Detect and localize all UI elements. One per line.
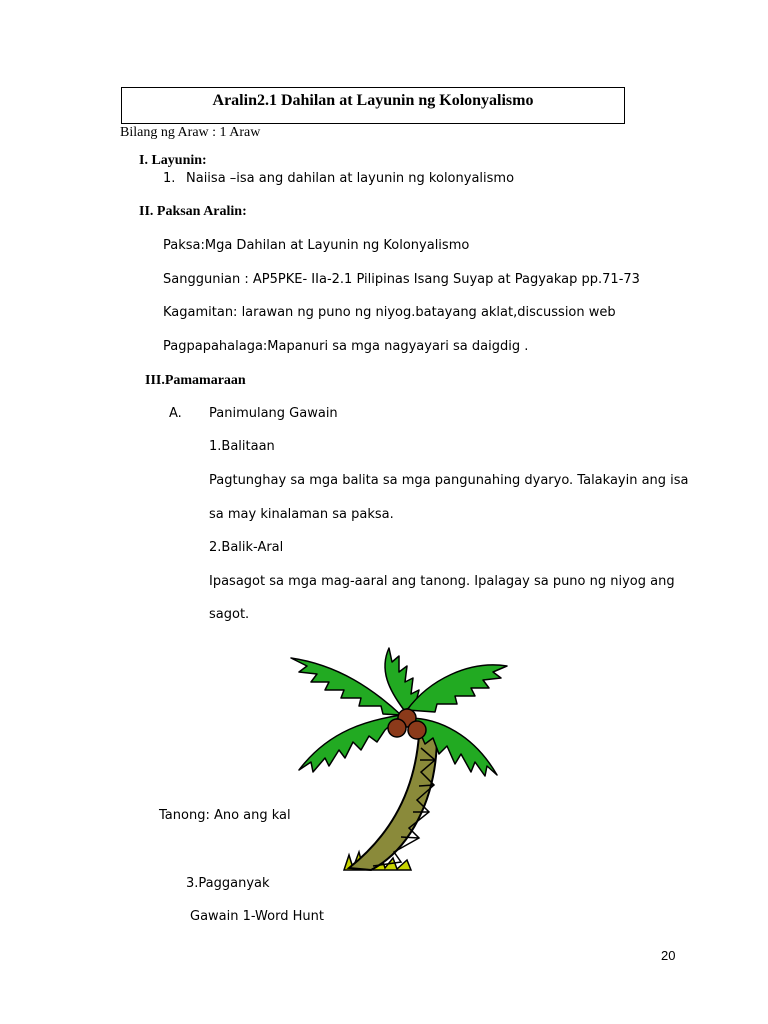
sanggunian-line: Sanggunian : AP5PKE- IIa-2.1 Pilipinas Isang Suyap at Pagyakap pp.71-73 [163,272,640,287]
pagganyak-heading: 3.Pagganyak [186,876,270,891]
layunin-item-number: 1. [163,171,176,186]
balitaan-text-1: Pagtunghay sa mga balita sa mga pangunahing dyaryo. Talakayin ang isa [209,473,689,488]
tanong-line: Tanong: Ano ang kal [159,808,291,823]
coconut-tree-illustration [289,640,509,875]
layunin-item-text: Naiisa –isa ang dahilan at layunin ng kolonyalismo [186,171,515,186]
kagamitan-line: Kagamitan: larawan ng puno ng niyog.batayang aklat,discussion web [163,305,616,320]
section-layunin-heading: I. Layunin: [139,153,207,168]
balitaan-text-2: sa may kinalaman sa paksa. [209,507,394,522]
item-a-text: Panimulang Gawain [209,406,338,421]
gawain-word-hunt: Gawain 1-Word Hunt [190,909,324,924]
balik-aral-text-2: sagot. [209,607,250,622]
balik-aral-text-1: Ipasagot sa mga mag-aaral ang tanong. Ipalagay sa puno ng niyog ang [209,574,675,589]
pagpapahalaga-line: Pagpapahalaga:Mapanuri sa mga nagyayari sa daigdig . [163,339,529,354]
item-a-letter: A. [169,406,182,421]
lesson-title: Aralin2.1 Dahilan at Layunin ng Kolonyalismo [121,87,625,124]
paksa-line: Paksa:Mga Dahilan at Layunin ng Kolonyalismo [163,238,470,253]
balitaan-heading: 1.Balitaan [209,439,275,454]
page-number: 20 [661,948,676,963]
section-pamamaraan-heading: III.Pamamaraan [145,373,246,388]
bilang-ng-araw: Bilang ng Araw : 1 Araw [120,125,261,140]
section-paksan-heading: II. Paksan Aralin: [139,204,247,219]
balik-aral-heading: 2.Balik-Aral [209,540,284,555]
